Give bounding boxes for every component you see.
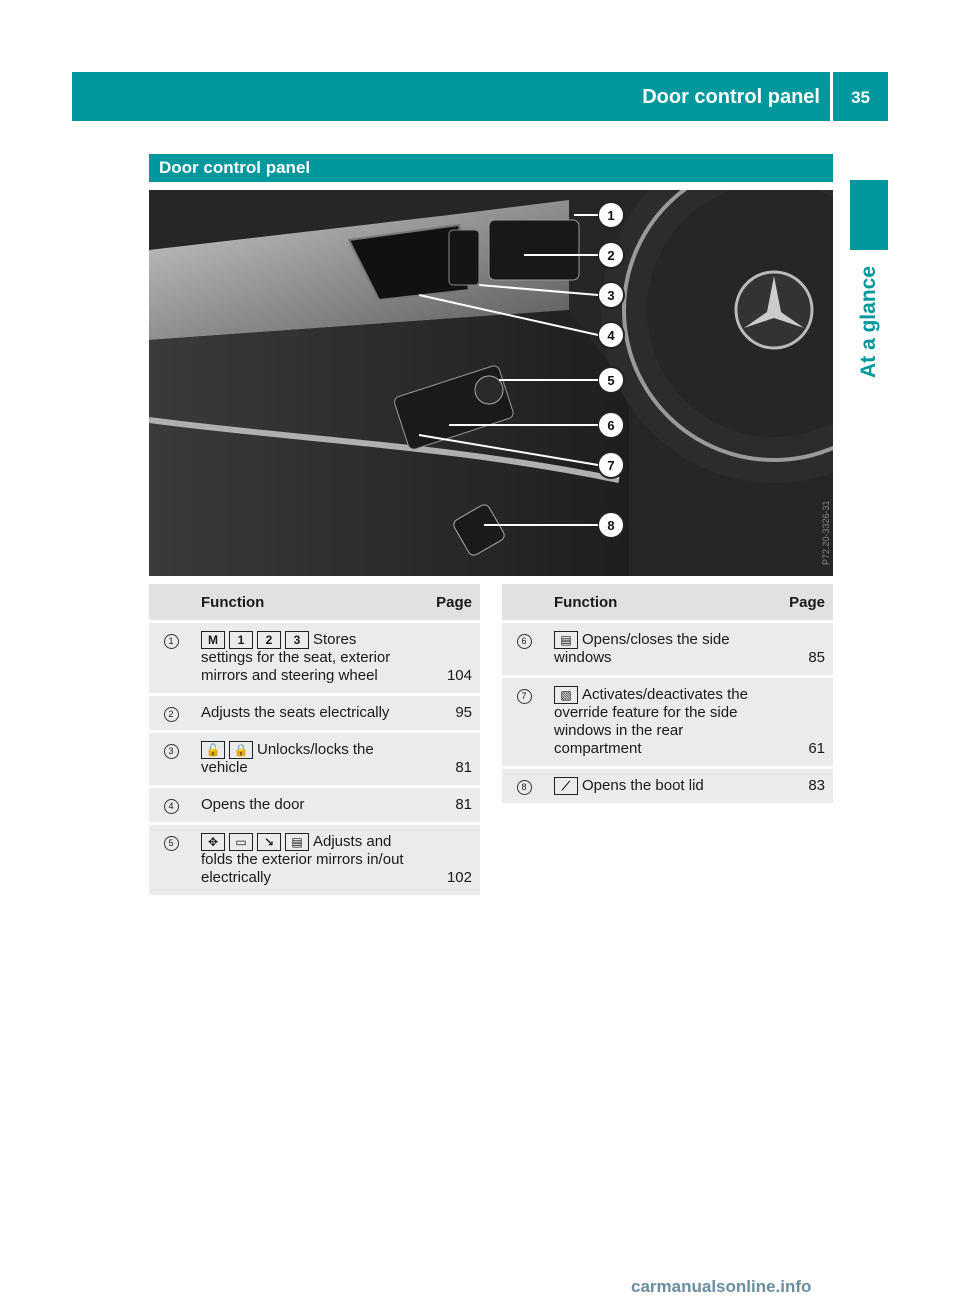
row-page: 95 <box>412 696 480 730</box>
row-function <box>193 733 412 785</box>
M-button-icon: M <box>201 631 225 649</box>
table-row <box>149 788 480 822</box>
row-page: 83 <box>765 769 833 803</box>
section-header <box>149 154 833 182</box>
row-number-badge: 3 <box>164 744 179 759</box>
header-function: Function <box>193 584 412 620</box>
header-page: Page <box>765 584 833 620</box>
callout-4: 4 <box>607 328 615 343</box>
side-tab-label: At a glance <box>857 265 880 379</box>
heat-button-icon: ▤ <box>285 833 309 851</box>
header-page: Page <box>412 584 480 620</box>
2-button-icon: 2 <box>257 631 281 649</box>
unlock-button-icon: 🔓 <box>201 741 225 759</box>
row-function <box>546 678 765 766</box>
row-number-badge: 5 <box>164 836 179 851</box>
window-button-icon: ▤ <box>554 631 578 649</box>
row-number-badge: 8 <box>517 780 532 795</box>
mirror-button-icon: ▭ <box>229 833 253 851</box>
override-button-icon: ▧ <box>554 686 578 704</box>
side-tab <box>843 252 895 392</box>
row-number-badge: 7 <box>517 689 532 704</box>
table-row <box>149 623 480 693</box>
function-text: Opens the boot lid <box>582 777 704 795</box>
callout-6: 6 <box>607 418 615 433</box>
callout-2: 2 <box>607 248 615 263</box>
callout-1: 1 <box>607 208 615 223</box>
row-page: 81 <box>412 733 480 785</box>
boot-button-icon: ⟋ <box>554 777 578 795</box>
door-panel-photo <box>149 190 833 576</box>
row-number-badge: 6 <box>517 634 532 649</box>
row-function <box>193 825 412 895</box>
table-row <box>149 733 480 785</box>
row-page: 61 <box>765 678 833 766</box>
function-text: Unlocks/locks the vehicle <box>201 741 374 777</box>
header-num <box>502 584 546 620</box>
function-text: Adjusts and folds the exterior mirrors in/out electrically <box>201 833 404 887</box>
row-number <box>149 788 193 822</box>
function-table-right <box>502 581 833 806</box>
section-title: Door control panel <box>159 158 311 177</box>
row-function <box>546 623 765 675</box>
function-text: Adjusts the seats electrically <box>201 704 390 722</box>
row-number <box>149 696 193 730</box>
side-tab-block <box>850 180 888 250</box>
move-button-icon: ✥ <box>201 833 225 851</box>
page-number: 35 <box>851 88 870 107</box>
3-button-icon: 3 <box>285 631 309 649</box>
function-table-left <box>149 581 480 898</box>
1-button-icon: 1 <box>229 631 253 649</box>
row-number <box>149 825 193 895</box>
row-number <box>149 623 193 693</box>
table-header-row <box>149 584 480 620</box>
row-page: 81 <box>412 788 480 822</box>
header-function: Function <box>546 584 765 620</box>
callout-3: 3 <box>607 288 615 303</box>
table-row <box>149 825 480 895</box>
header-divider <box>830 72 833 121</box>
footer-watermark: carmanualsonline.info <box>631 1277 812 1296</box>
callout-5: 5 <box>607 373 615 388</box>
row-function <box>193 623 412 693</box>
table-row <box>502 623 833 675</box>
header-num <box>149 584 193 620</box>
function-text: Activates/deactivates the override feature for the side windows in the rear compartment <box>554 686 748 758</box>
row-page: 104 <box>412 623 480 693</box>
table-row <box>502 678 833 766</box>
table-row <box>502 769 833 803</box>
row-number-badge: 1 <box>164 634 179 649</box>
callout-7: 7 <box>607 458 615 473</box>
row-number <box>149 733 193 785</box>
page-header <box>72 72 888 121</box>
row-page: 85 <box>765 623 833 675</box>
row-number-badge: 4 <box>164 799 179 814</box>
function-text: Opens the door <box>201 796 305 814</box>
row-number <box>502 623 546 675</box>
table-row <box>149 696 480 730</box>
function-text: Opens/closes the side windows <box>554 631 730 667</box>
row-number <box>502 769 546 803</box>
row-function <box>546 769 765 803</box>
lock-button-icon: 🔒 <box>229 741 253 759</box>
header-title: Door control panel <box>642 86 820 108</box>
row-function <box>193 788 412 822</box>
row-number <box>502 678 546 766</box>
fold-button-icon: ↘ <box>257 833 281 851</box>
function-text: Stores settings for the seat, exterior mirrors and steering wheel <box>201 631 391 685</box>
row-number-badge: 2 <box>164 707 179 722</box>
image-code: P72.20-3326-31 <box>821 500 831 565</box>
row-function <box>193 696 412 730</box>
row-page: 102 <box>412 825 480 895</box>
callout-8: 8 <box>607 518 615 533</box>
table-header-row <box>502 584 833 620</box>
